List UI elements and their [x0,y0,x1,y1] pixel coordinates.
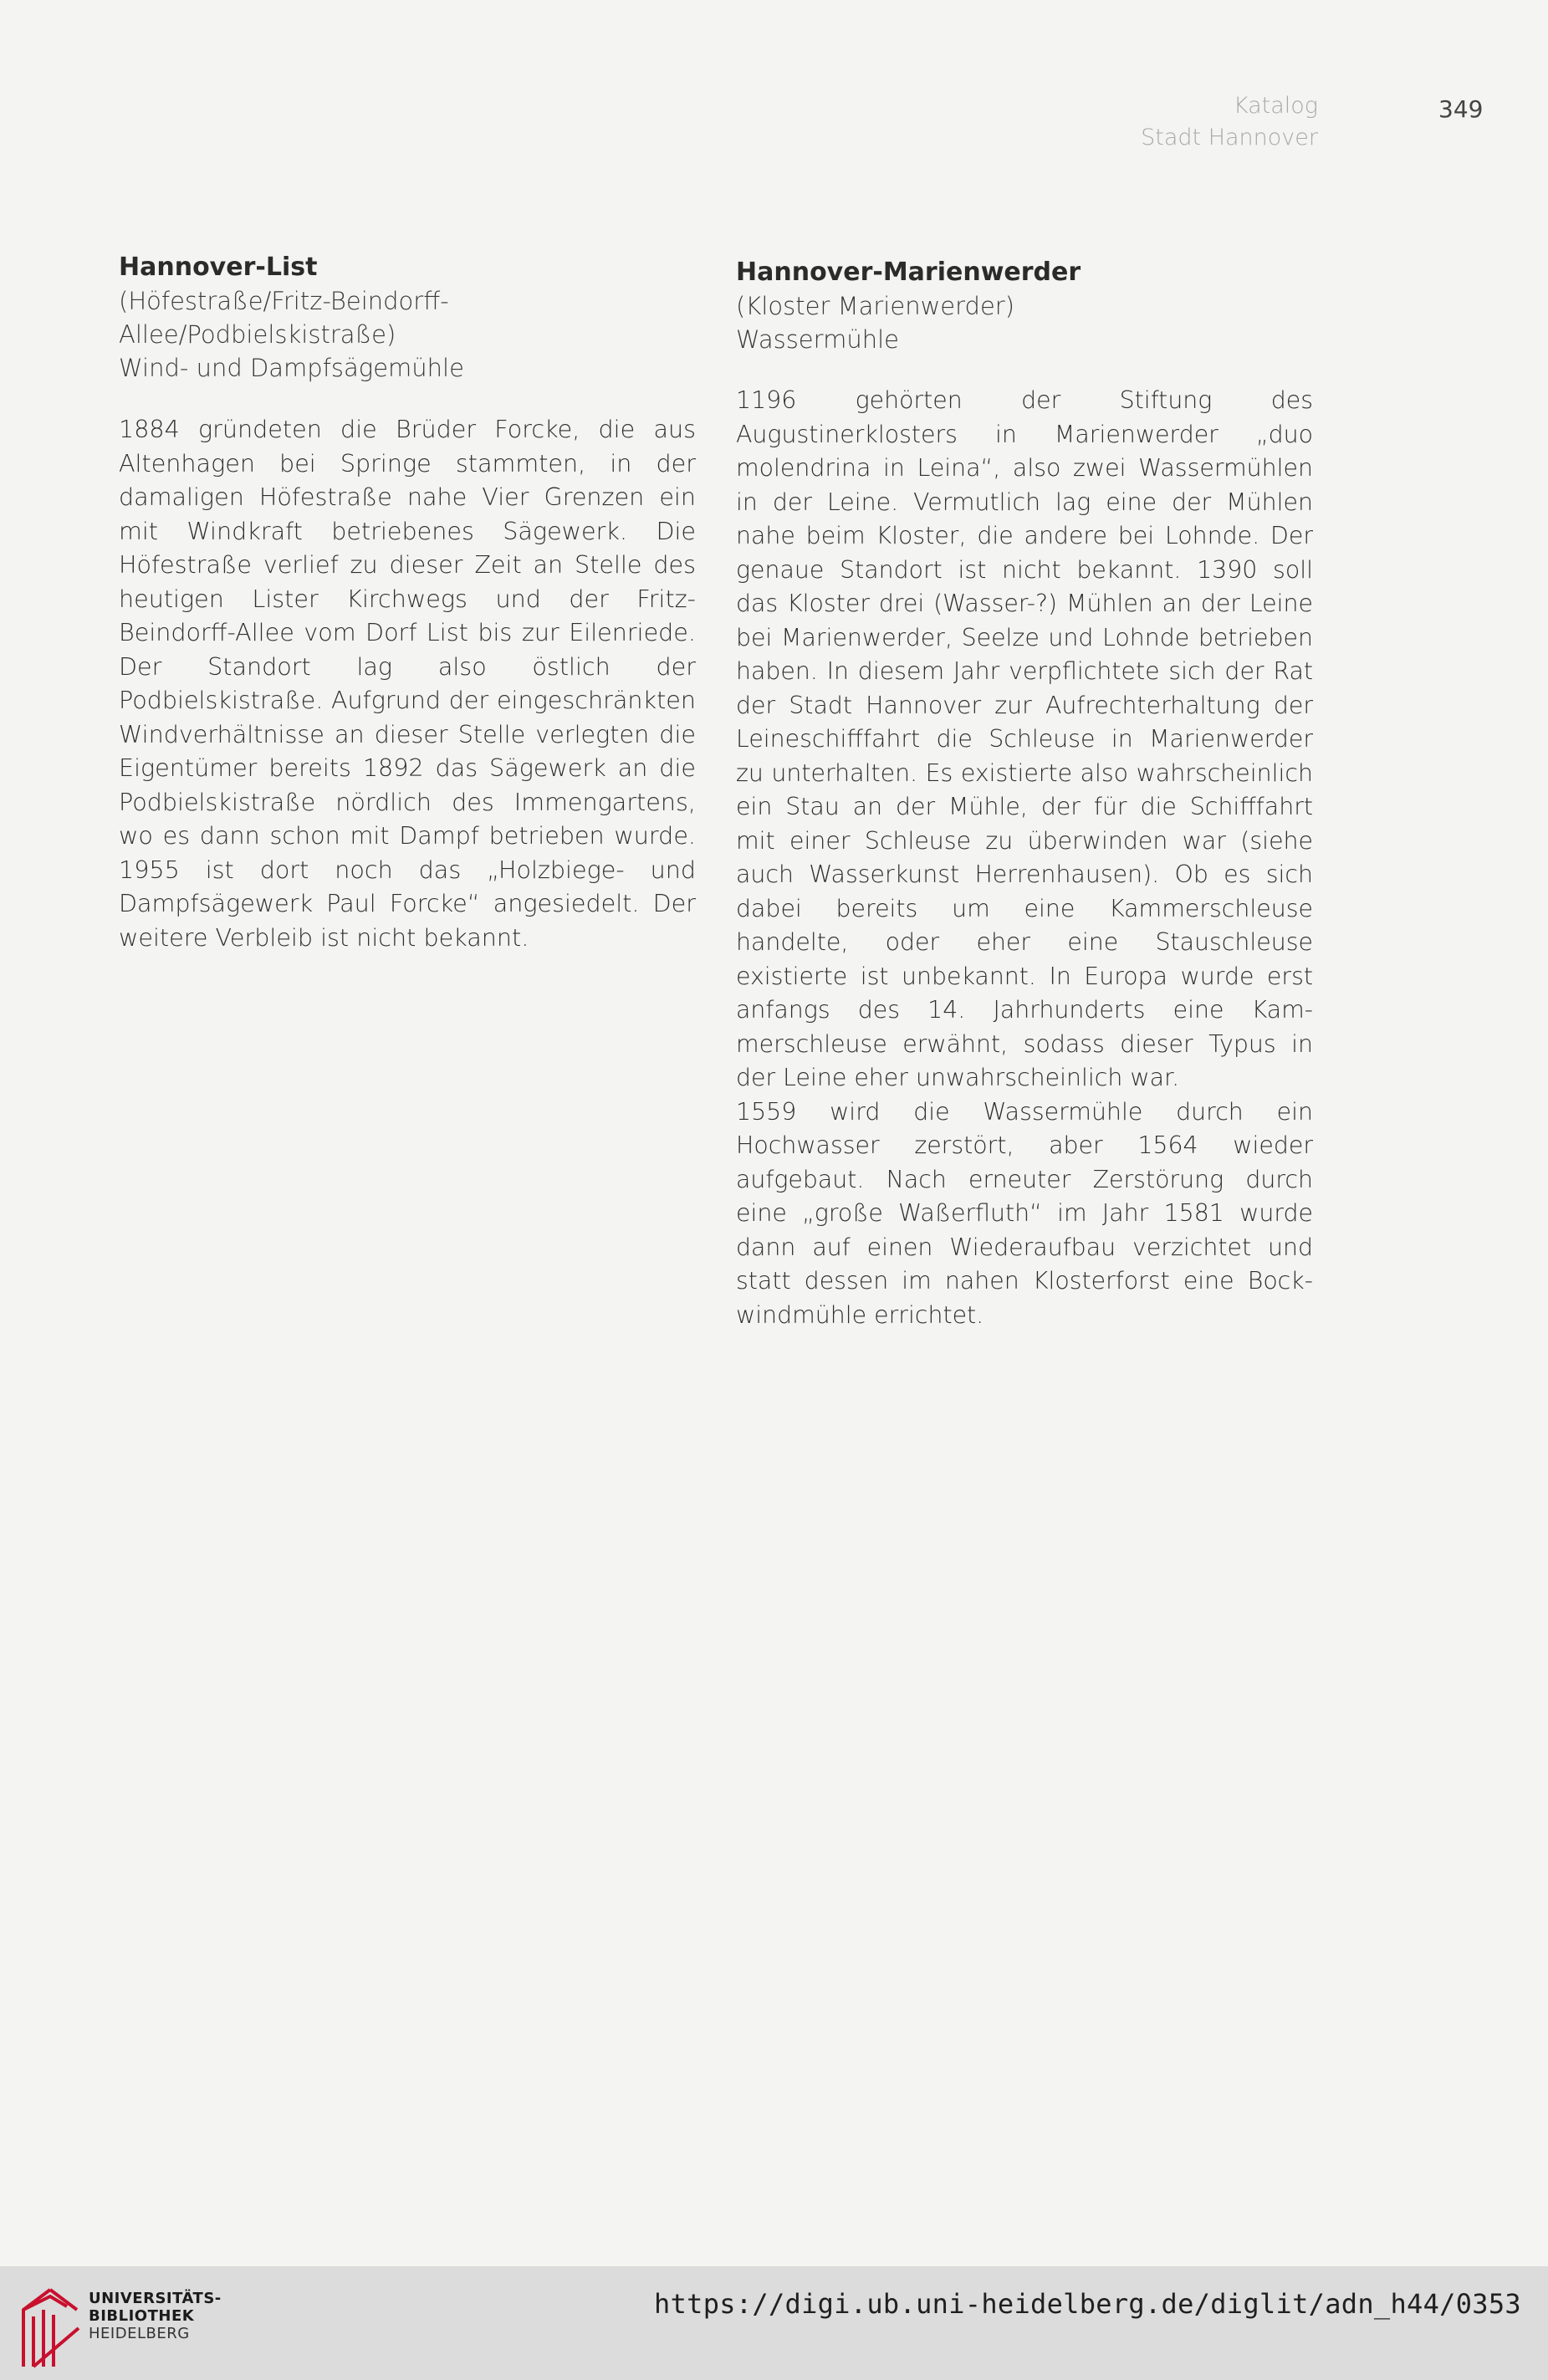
entry-title: Hannover-List [119,253,318,282]
running-head-section: Katalog [1233,93,1318,119]
entry-paragraph: 1559 wird die Wassermühle durch ein Hochwasser zerstört, aber 1564 wieder aufgebaut. Nach erneuter Zerstörung durch eine „große Waßerfluth“ im Jahr 1581 wurde dann auf einen Wiederaufbau verzichtet und statt dessen im nahen Klosterforst eine Bockwindmühle errichtet. [736,1097,1313,1329]
entry-body [736,384,1313,1332]
entry-paragraph: 1196 gehörten der Stiftung des Augustinerklosters in Marienwerder „duo molendrina in Leina“, also zwei Wassermühlen in der Leine. Vermutlich lag eine der Mühlen nahe beim Kloster, die andere bei Lohnde. Der genaue Standort ist nicht bekannt. 1390 soll das Kloster drei (Wasser-?) Mühlen an der Leine bei Marienwerder, Seelze und Lohnde betrieben haben. In diesem Jahr verpflichtete sich der Rat der Stadt Hannover zur Aufrechterhaltung der Leineschifffahrt die Schleuse in Marienwerder zu unterhalten. Es existierte also wahrscheinlich ein Stau an der Mühle, der für die Schifffahrt mit einer Schleuse zu überwinden war (siehe auch Wasserkunst Herrenhausen). Ob es sich dabei bereits um eine Kammerschleuse handelte, oder eher eine Stauschleuse existierte ist unbekannt. In Europa wurde erst anfangs des 14. Jahrhunderts eine Kammerschleuse erwähnt, sodass dieser Typus in der Leine eher unwahrscheinlich war. [736,386,1313,1091]
entry-body [119,412,696,954]
entry-location: (Kloster Marienwerder) [736,292,1015,320]
running-head [1141,90,1318,154]
library-name-line: UNIVERSITÄTS- [89,2290,222,2307]
library-name-line: BIBLIOTHEK [89,2307,195,2325]
library-name-line: HEIDELBERG [89,2325,190,2342]
library-name [89,2290,222,2342]
entry-hannover-list [119,251,696,954]
digitization-footer [0,2266,1548,2380]
entry-title: Hannover-Marienwerder [736,258,1081,287]
entry-location: (Höfestraße/Fritz-Beindorff-Allee/Podbielskistraße) [119,287,449,349]
ub-heidelberg-logo-icon [17,2285,84,2372]
running-head-subsection: Stadt Hannover [1141,125,1318,151]
entry-paragraph: 1884 gründeten die Brüder Forcke, die aus Altenhagen bei Springe stammten, in der damaligen Höfestraße nahe Vier Grenzen ein mit Windkraft betriebenes Sägewerk. Die Höfestraße verlief zu dieser Zeit an Stelle des heutigen Lister Kirchwegs und der Fritz-Beindorff-Allee vom Dorf List bis zur Eilenriede. Der Standort lag also östlich der Podbielskistraße. Aufgrund der eingeschränkten Windverhältnisse an dieser Stelle verlegten die Eigentümer bereits 1892 das Sägewerk an die Podbielskistraße nördlich des Immengartens, wo es dann schon mit Dampf betrieben wurde. 1955 ist dort noch das „Holzbiege- und Dampfsägewerk Paul Forcke“ angesiedelt. Der weitere Verbleib ist nicht bekannt. [119,415,696,952]
entry-hannover-marienwerder [736,251,1313,1332]
entry-type: Wassermühle [736,325,899,354]
entry-type: Wind- und Dampfsägemühle [119,354,464,382]
source-url[interactable]: https://digi.ub.uni-heidelberg.de/diglit/adn_h44/0353 [654,2288,1521,2320]
page-number: 349 [1438,95,1484,123]
